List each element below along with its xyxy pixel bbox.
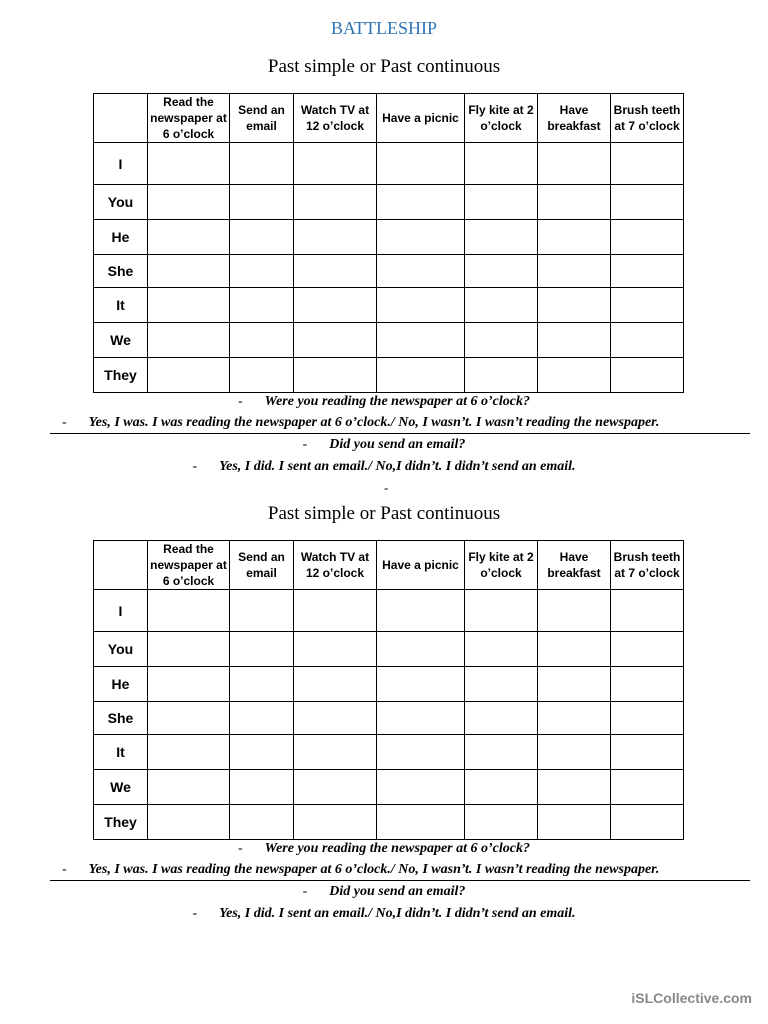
grid-cell[interactable]	[611, 770, 684, 805]
grid-cell[interactable]	[294, 323, 377, 358]
grid-cell[interactable]	[465, 358, 538, 393]
grid-cell[interactable]	[465, 770, 538, 805]
grid-cell[interactable]	[465, 323, 538, 358]
grid-row	[94, 358, 684, 393]
grid-cell[interactable]	[465, 667, 538, 702]
pronoun-label: She	[94, 702, 148, 735]
separator-dash: -	[384, 480, 389, 495]
pronoun-label: They	[94, 805, 148, 840]
pronoun-label: It	[94, 288, 148, 323]
grid-cell[interactable]	[611, 805, 684, 840]
grid-cell[interactable]	[377, 632, 465, 667]
divider-line	[50, 880, 750, 881]
grid-cell[interactable]	[377, 358, 465, 393]
example-answer-2: - Yes, I did. I sent an email./ No,I didn’t. I didn’t send an email.	[192, 459, 576, 474]
grid-row	[94, 702, 684, 735]
example-answer-2: - Yes, I did. I sent an email./ No,I didn’t. I didn’t send an email.	[192, 906, 576, 921]
grid-cell[interactable]	[230, 143, 294, 185]
column-header: Send an email	[230, 541, 294, 590]
grid-cell[interactable]	[611, 735, 684, 770]
grid-cell[interactable]	[148, 702, 230, 735]
grid-cell[interactable]	[148, 185, 230, 220]
pronoun-label: It	[94, 735, 148, 770]
grid-cell[interactable]	[377, 770, 465, 805]
grid-cell[interactable]	[611, 255, 684, 288]
grid-cell[interactable]	[538, 632, 611, 667]
grid-cell[interactable]	[377, 702, 465, 735]
grid-row	[94, 770, 684, 805]
column-header: Watch TV at 12 o’clock	[294, 541, 377, 590]
example-question-2: - Did you send an email?	[302, 437, 466, 452]
grid-cell[interactable]	[230, 805, 294, 840]
grid-cell[interactable]	[611, 702, 684, 735]
grid-row	[94, 667, 684, 702]
grid-cell[interactable]	[611, 590, 684, 632]
corner-cell	[94, 94, 148, 143]
example-answer-1: - Yes, I was. I was reading the newspaper at 6 o’clock./ No, I wasn’t. I wasn’t reading the newspaper.	[62, 862, 660, 877]
grid-cell[interactable]	[230, 358, 294, 393]
bullet-dash: -	[62, 415, 67, 430]
grid-cell[interactable]	[294, 770, 377, 805]
footer-watermark: iSLCollective.com	[631, 990, 752, 1006]
column-header: Read the newspaper at 6 o’clock	[148, 94, 230, 143]
worksheet-title: BATTLESHIP	[330, 18, 437, 38]
grid-cell[interactable]	[230, 770, 294, 805]
grid-cell[interactable]	[230, 702, 294, 735]
battleship-grid	[93, 93, 684, 393]
grid-cell[interactable]	[538, 358, 611, 393]
grid-cell[interactable]	[294, 220, 377, 255]
grid-cell[interactable]	[377, 185, 465, 220]
grid-cell[interactable]	[611, 185, 684, 220]
grid-row	[94, 220, 684, 255]
grid-cell[interactable]	[294, 702, 377, 735]
grid-cell[interactable]	[294, 143, 377, 185]
grid-cell[interactable]	[538, 667, 611, 702]
grid-cell[interactable]	[465, 220, 538, 255]
grid-row	[94, 185, 684, 220]
pronoun-label: He	[94, 667, 148, 702]
grid-row	[94, 632, 684, 667]
grid-cell[interactable]	[377, 255, 465, 288]
bullet-dash: -	[192, 906, 198, 921]
grid-cell[interactable]	[230, 632, 294, 667]
column-header: Watch TV at 12 o’clock	[294, 94, 377, 143]
grid-cell[interactable]	[294, 632, 377, 667]
grid-cell[interactable]	[294, 805, 377, 840]
grid-row	[94, 143, 684, 185]
grid-cell[interactable]	[611, 667, 684, 702]
grid-cell[interactable]	[611, 632, 684, 667]
grid-cell[interactable]	[538, 288, 611, 323]
column-header: Brush teeth at 7 o’clock	[611, 541, 684, 590]
pronoun-label: We	[94, 323, 148, 358]
grid-cell[interactable]	[538, 220, 611, 255]
grid-cell[interactable]	[611, 323, 684, 358]
section-subtitle: Past simple or Past continuous	[267, 56, 501, 77]
bullet-dash: -	[192, 459, 198, 474]
grid-cell[interactable]	[538, 770, 611, 805]
column-header: Read the newspaper at 6 o’clock	[148, 541, 230, 590]
column-header: Brush teeth at 7 o’clock	[611, 94, 684, 143]
grid-cell[interactable]	[148, 805, 230, 840]
grid-cell[interactable]	[148, 288, 230, 323]
grid-row	[94, 805, 684, 840]
grid-row	[94, 735, 684, 770]
example-question-1: - Were you reading the newspaper at 6 o’clock?	[237, 394, 530, 409]
grid-cell[interactable]	[294, 185, 377, 220]
grid-cell[interactable]	[148, 632, 230, 667]
grid-header-row	[94, 94, 684, 143]
grid-cell[interactable]	[230, 185, 294, 220]
grid-cell[interactable]	[465, 735, 538, 770]
divider-line	[50, 433, 750, 434]
pronoun-label: I	[94, 590, 148, 632]
grid-cell[interactable]	[377, 220, 465, 255]
column-header: Have a picnic	[377, 94, 465, 143]
grid-cell[interactable]	[538, 702, 611, 735]
grid-cell[interactable]	[294, 358, 377, 393]
grid-cell[interactable]	[377, 667, 465, 702]
grid-cell[interactable]	[148, 770, 230, 805]
bullet-dash: -	[302, 437, 308, 452]
grid-cell[interactable]	[538, 143, 611, 185]
grid-cell[interactable]	[294, 255, 377, 288]
grid-cell[interactable]	[148, 667, 230, 702]
battleship-grid	[93, 540, 684, 840]
grid-cell[interactable]	[465, 185, 538, 220]
grid-cell[interactable]	[538, 323, 611, 358]
grid-cell[interactable]	[230, 667, 294, 702]
bullet-dash: -	[302, 884, 308, 899]
grid-cell[interactable]	[377, 288, 465, 323]
grid-cell[interactable]	[377, 143, 465, 185]
grid-cell[interactable]	[230, 735, 294, 770]
pronoun-label: They	[94, 358, 148, 393]
grid-row	[94, 590, 684, 632]
grid-cell[interactable]	[611, 220, 684, 255]
grid-cell[interactable]	[230, 323, 294, 358]
column-header: Have a picnic	[377, 541, 465, 590]
grid-cell[interactable]	[230, 288, 294, 323]
grid-cell[interactable]	[538, 805, 611, 840]
pronoun-label: You	[94, 632, 148, 667]
grid-cell[interactable]	[377, 323, 465, 358]
grid-cell[interactable]	[148, 143, 230, 185]
grid-cell[interactable]	[611, 143, 684, 185]
grid-cell[interactable]	[148, 735, 230, 770]
example-answer-1: - Yes, I was. I was reading the newspaper at 6 o’clock./ No, I wasn’t. I wasn’t reading the newspaper.	[62, 415, 660, 430]
bullet-dash: -	[237, 841, 243, 856]
grid-cell[interactable]	[465, 255, 538, 288]
grid-row	[94, 288, 684, 323]
grid-cell[interactable]	[611, 288, 684, 323]
grid-cell[interactable]	[538, 735, 611, 770]
grid-header-row	[94, 541, 684, 590]
grid-cell[interactable]	[538, 185, 611, 220]
grid-cell[interactable]	[294, 288, 377, 323]
section-subtitle: Past simple or Past continuous	[267, 503, 501, 524]
example-question-2: - Did you send an email?	[302, 884, 466, 899]
grid-cell[interactable]	[465, 632, 538, 667]
bullet-dash: -	[62, 862, 67, 877]
grid-cell[interactable]	[377, 735, 465, 770]
grid-cell[interactable]	[465, 590, 538, 632]
corner-cell	[94, 541, 148, 590]
column-header: Fly kite at 2 o’clock	[465, 541, 538, 590]
grid-cell[interactable]	[538, 255, 611, 288]
grid-row	[94, 255, 684, 288]
grid-cell[interactable]	[148, 590, 230, 632]
grid-row	[94, 323, 684, 358]
grid-cell[interactable]	[465, 805, 538, 840]
example-question-1: - Were you reading the newspaper at 6 o’clock?	[237, 841, 530, 856]
pronoun-label: You	[94, 185, 148, 220]
grid-cell[interactable]	[377, 805, 465, 840]
pronoun-label: We	[94, 770, 148, 805]
pronoun-label: He	[94, 220, 148, 255]
grid-cell[interactable]	[230, 590, 294, 632]
grid-cell[interactable]	[148, 323, 230, 358]
grid-cell[interactable]	[294, 735, 377, 770]
grid-cell[interactable]	[230, 255, 294, 288]
column-header: Send an email	[230, 94, 294, 143]
grid-cell[interactable]	[230, 220, 294, 255]
grid-cell[interactable]	[611, 358, 684, 393]
bullet-dash: -	[237, 394, 243, 409]
pronoun-label: I	[94, 143, 148, 185]
grid-cell[interactable]	[377, 590, 465, 632]
grid-cell[interactable]	[294, 667, 377, 702]
grid-cell[interactable]	[148, 220, 230, 255]
grid-cell[interactable]	[465, 288, 538, 323]
grid-cell[interactable]	[294, 590, 377, 632]
grid-cell[interactable]	[148, 358, 230, 393]
column-header: Have breakfast	[538, 541, 611, 590]
grid-cell[interactable]	[148, 255, 230, 288]
grid-cell[interactable]	[465, 702, 538, 735]
pronoun-label: She	[94, 255, 148, 288]
column-header: Fly kite at 2 o’clock	[465, 94, 538, 143]
column-header: Have breakfast	[538, 94, 611, 143]
grid-cell[interactable]	[538, 590, 611, 632]
grid-cell[interactable]	[465, 143, 538, 185]
